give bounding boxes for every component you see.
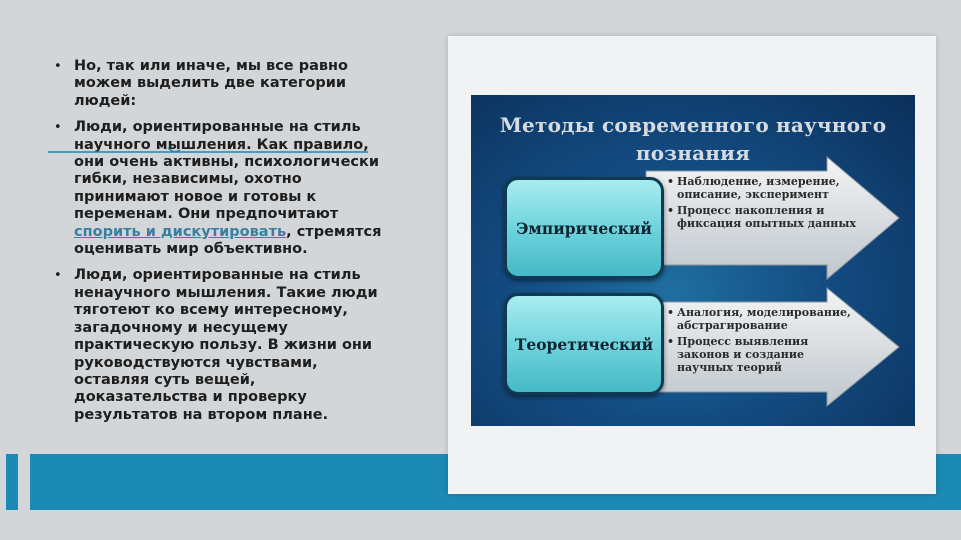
theoretical-item: • Аналогия, моделирование, абстрагирование <box>667 306 863 332</box>
accent-stub <box>6 454 18 510</box>
bullet-scientific <box>54 119 384 258</box>
empirical-items <box>667 175 863 233</box>
bullet-unscientific-text: Люди, ориентированные на стиль ненаучного мышления. Такие люди тяготеют ко всему интересному, загадочному и несущему практическую пользу. В жизни они руководствуются чувствами, оставляя суть вещей, доказательства и проверку результатов на втором плане. <box>74 267 378 423</box>
bullet-scientific-text: Люди, ориентированные на стиль научного мышления. Как правило, они очень активны, психологически гибки, независимы, охотно принимают новое и готовы к переменам. Они предпочитают <box>74 119 380 223</box>
empirical-item: • Наблюдение, измерение, описание, эксперимент <box>667 175 863 201</box>
theoretical-label: Теоретический <box>514 334 654 354</box>
spellcheck-underline <box>48 146 368 156</box>
theoretical-items <box>667 306 863 377</box>
bullet-list <box>54 58 384 433</box>
methods-diagram <box>471 95 915 426</box>
empirical-label: Эмпирический <box>516 218 652 238</box>
debate-link[interactable]: спорить и дискутировать <box>74 223 287 240</box>
diagram-title: Методы современного научного познания <box>499 113 887 165</box>
bullet-unscientific <box>54 267 384 424</box>
bullet-intro-text: Но, так или иначе, мы все равно можем выделить две категории людей: <box>74 58 349 109</box>
bullet-intro <box>54 58 384 110</box>
theoretical-box <box>504 293 664 395</box>
theoretical-item: • Процесс выявления законов и создание научных теорий <box>667 335 863 374</box>
bullet-scientific-tail: , стремятся оценивать мир объективно. <box>74 223 382 258</box>
empirical-item: • Процесс накопления и фиксация опытных данных <box>667 204 863 230</box>
empirical-box <box>504 177 664 279</box>
